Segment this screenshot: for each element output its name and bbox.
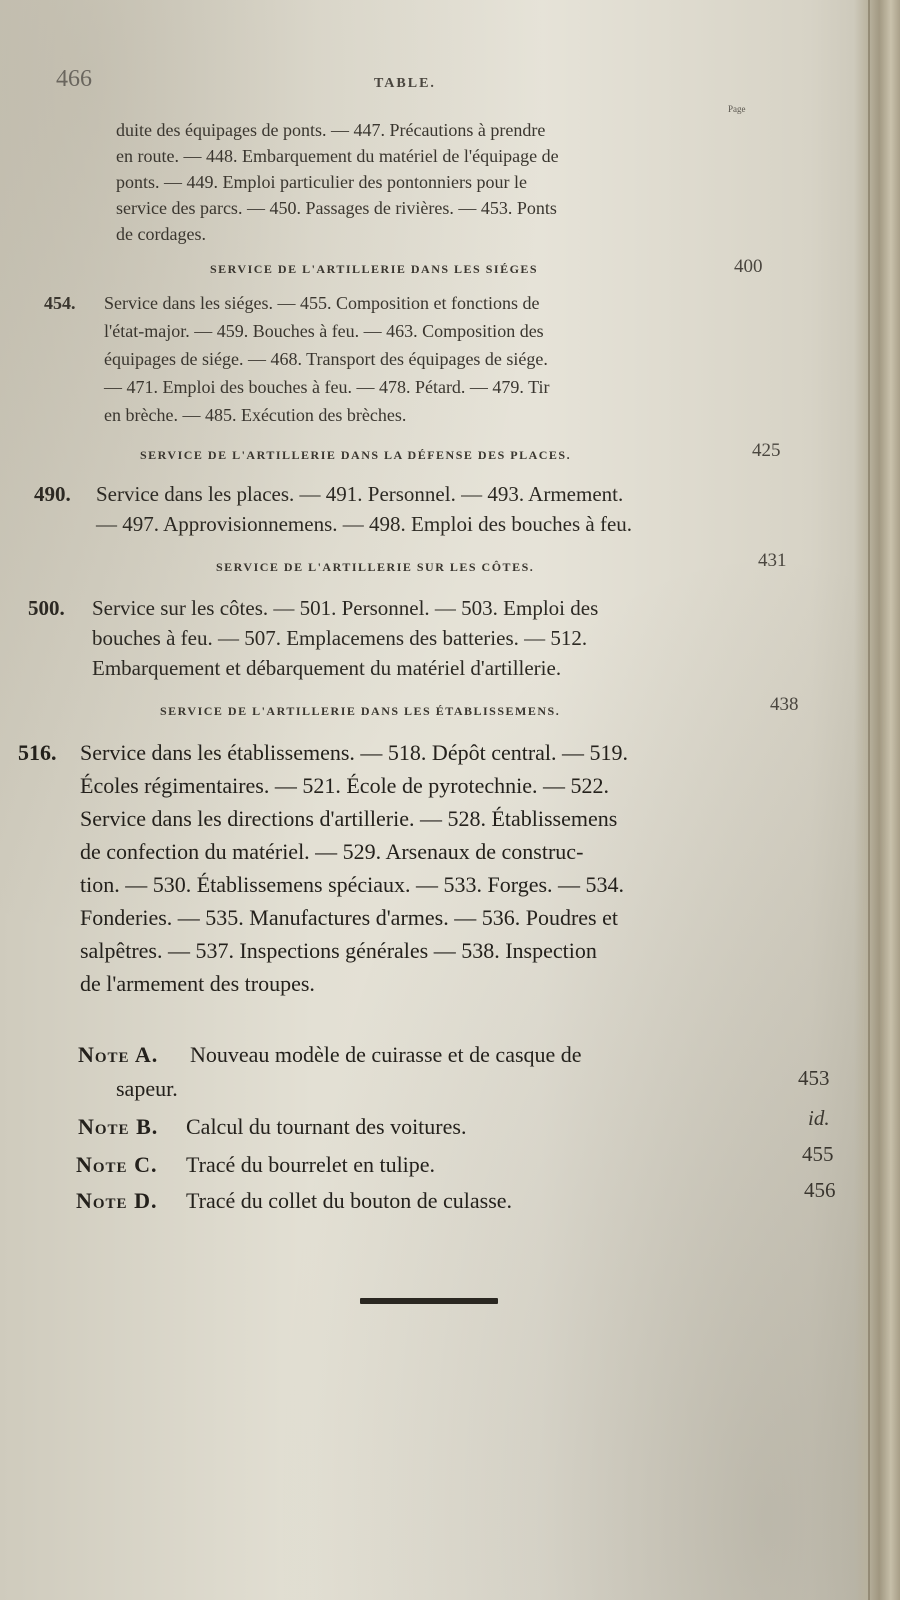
section-line: Embarquement et débarquement du matériel d'artillerie. xyxy=(92,656,562,680)
section-line: tion. — 530. Établissemens spéciaux. — 533. Forges. — 534. xyxy=(80,872,625,897)
note-label: Note D. xyxy=(76,1188,158,1213)
page-edge-shadow xyxy=(854,0,900,1600)
note-text: Calcul du tournant des voitures. xyxy=(186,1114,467,1139)
section-line: Service dans les établissemens. — 518. Dépôt central. — 519. xyxy=(80,740,629,765)
continuation-line: de cordages. xyxy=(116,224,206,244)
section-line: Fonderies. — 535. Manufactures d'armes. — 536. Poudres et xyxy=(80,905,618,930)
section-line: salpêtres. — 537. Inspections générales — 538. Inspection xyxy=(80,938,597,963)
section-line: de confection du matériel. — 529. Arsenaux de construc- xyxy=(80,839,584,864)
note-label: Note B. xyxy=(78,1114,159,1139)
running-head: TABLE. xyxy=(374,76,436,91)
page-edge-line xyxy=(868,0,870,1600)
section-heading: SERVICE DE L'ARTILLERIE DANS LES ÉTABLISSEMENS. xyxy=(160,704,561,718)
section-line: l'état-major. — 459. Bouches à feu. — 463. Composition des xyxy=(104,321,544,341)
section-line: de l'armement des troupes. xyxy=(80,971,315,996)
section-line: Service dans les directions d'artillerie. — 528. Établissemens xyxy=(80,806,618,831)
section-line: bouches à feu. — 507. Emplacemens des batteries. — 512. xyxy=(92,626,588,650)
continuation-line: ponts. — 449. Emploi particulier des pontonniers pour le xyxy=(116,172,527,192)
section-line: Écoles régimentaires. — 521. École de pyrotechnie. — 522. xyxy=(80,773,610,798)
page-number: 466 xyxy=(56,66,92,92)
note-label: Note A. xyxy=(78,1042,159,1067)
section-page-number: 438 xyxy=(770,694,799,715)
end-ornament-rule xyxy=(360,1298,498,1304)
section-heading: SERVICE DE L'ARTILLERIE DANS LES SIÉGES xyxy=(210,262,539,276)
section-line: Service dans les places. — 491. Personnel. — 493. Armement. xyxy=(96,482,624,506)
continuation-line: service des parcs. — 450. Passages de rivières. — 453. Ponts xyxy=(116,198,557,218)
section-page-number: 425 xyxy=(752,440,781,461)
note-text: Nouveau modèle de cuirasse et de casque de xyxy=(190,1042,582,1067)
note-text: sapeur. xyxy=(116,1076,178,1101)
continuation-line: en route. — 448. Embarquement du matériel de l'équipage de xyxy=(116,146,559,166)
note-label: Note C. xyxy=(76,1152,158,1177)
section-heading: SERVICE DE L'ARTILLERIE SUR LES CÔTES. xyxy=(216,560,535,574)
section-line: en brèche. — 485. Exécution des brèches. xyxy=(104,405,407,425)
note-page-number: id. xyxy=(808,1106,830,1130)
section-page-number: 431 xyxy=(758,550,787,571)
page-column-label: Page xyxy=(728,104,746,114)
continuation-line: duite des équipages de ponts. — 447. Précautions à prendre xyxy=(116,120,546,140)
section-page-number: 400 xyxy=(734,256,763,277)
section-line: — 471. Emploi des bouches à feu. — 478. Pétard. — 479. Tir xyxy=(104,377,550,397)
paragraph-number: 516. xyxy=(18,740,57,765)
paragraph-number: 490. xyxy=(34,482,71,506)
note-page-number: 453 xyxy=(798,1066,830,1090)
note-page-number: 455 xyxy=(802,1142,834,1166)
section-line: équipages de siége. — 468. Transport des équipages de siége. xyxy=(104,349,548,369)
note-text: Tracé du collet du bouton de culasse. xyxy=(186,1188,513,1213)
section-heading: SERVICE DE L'ARTILLERIE DANS LA DÉFENSE DES PLACES. xyxy=(140,448,572,462)
section-line: Service dans les siéges. — 455. Composition et fonctions de xyxy=(104,293,540,313)
section-line: — 497. Approvisionnemens. — 498. Emploi des bouches à feu. xyxy=(96,512,633,536)
note-page-number: 456 xyxy=(804,1178,836,1202)
note-text: Tracé du bourrelet en tulipe. xyxy=(186,1152,436,1177)
paragraph-number: 500. xyxy=(28,596,65,620)
paragraph-number: 454. xyxy=(44,293,76,313)
section-line: Service sur les côtes. — 501. Personnel. — 503. Emploi des xyxy=(92,596,599,620)
